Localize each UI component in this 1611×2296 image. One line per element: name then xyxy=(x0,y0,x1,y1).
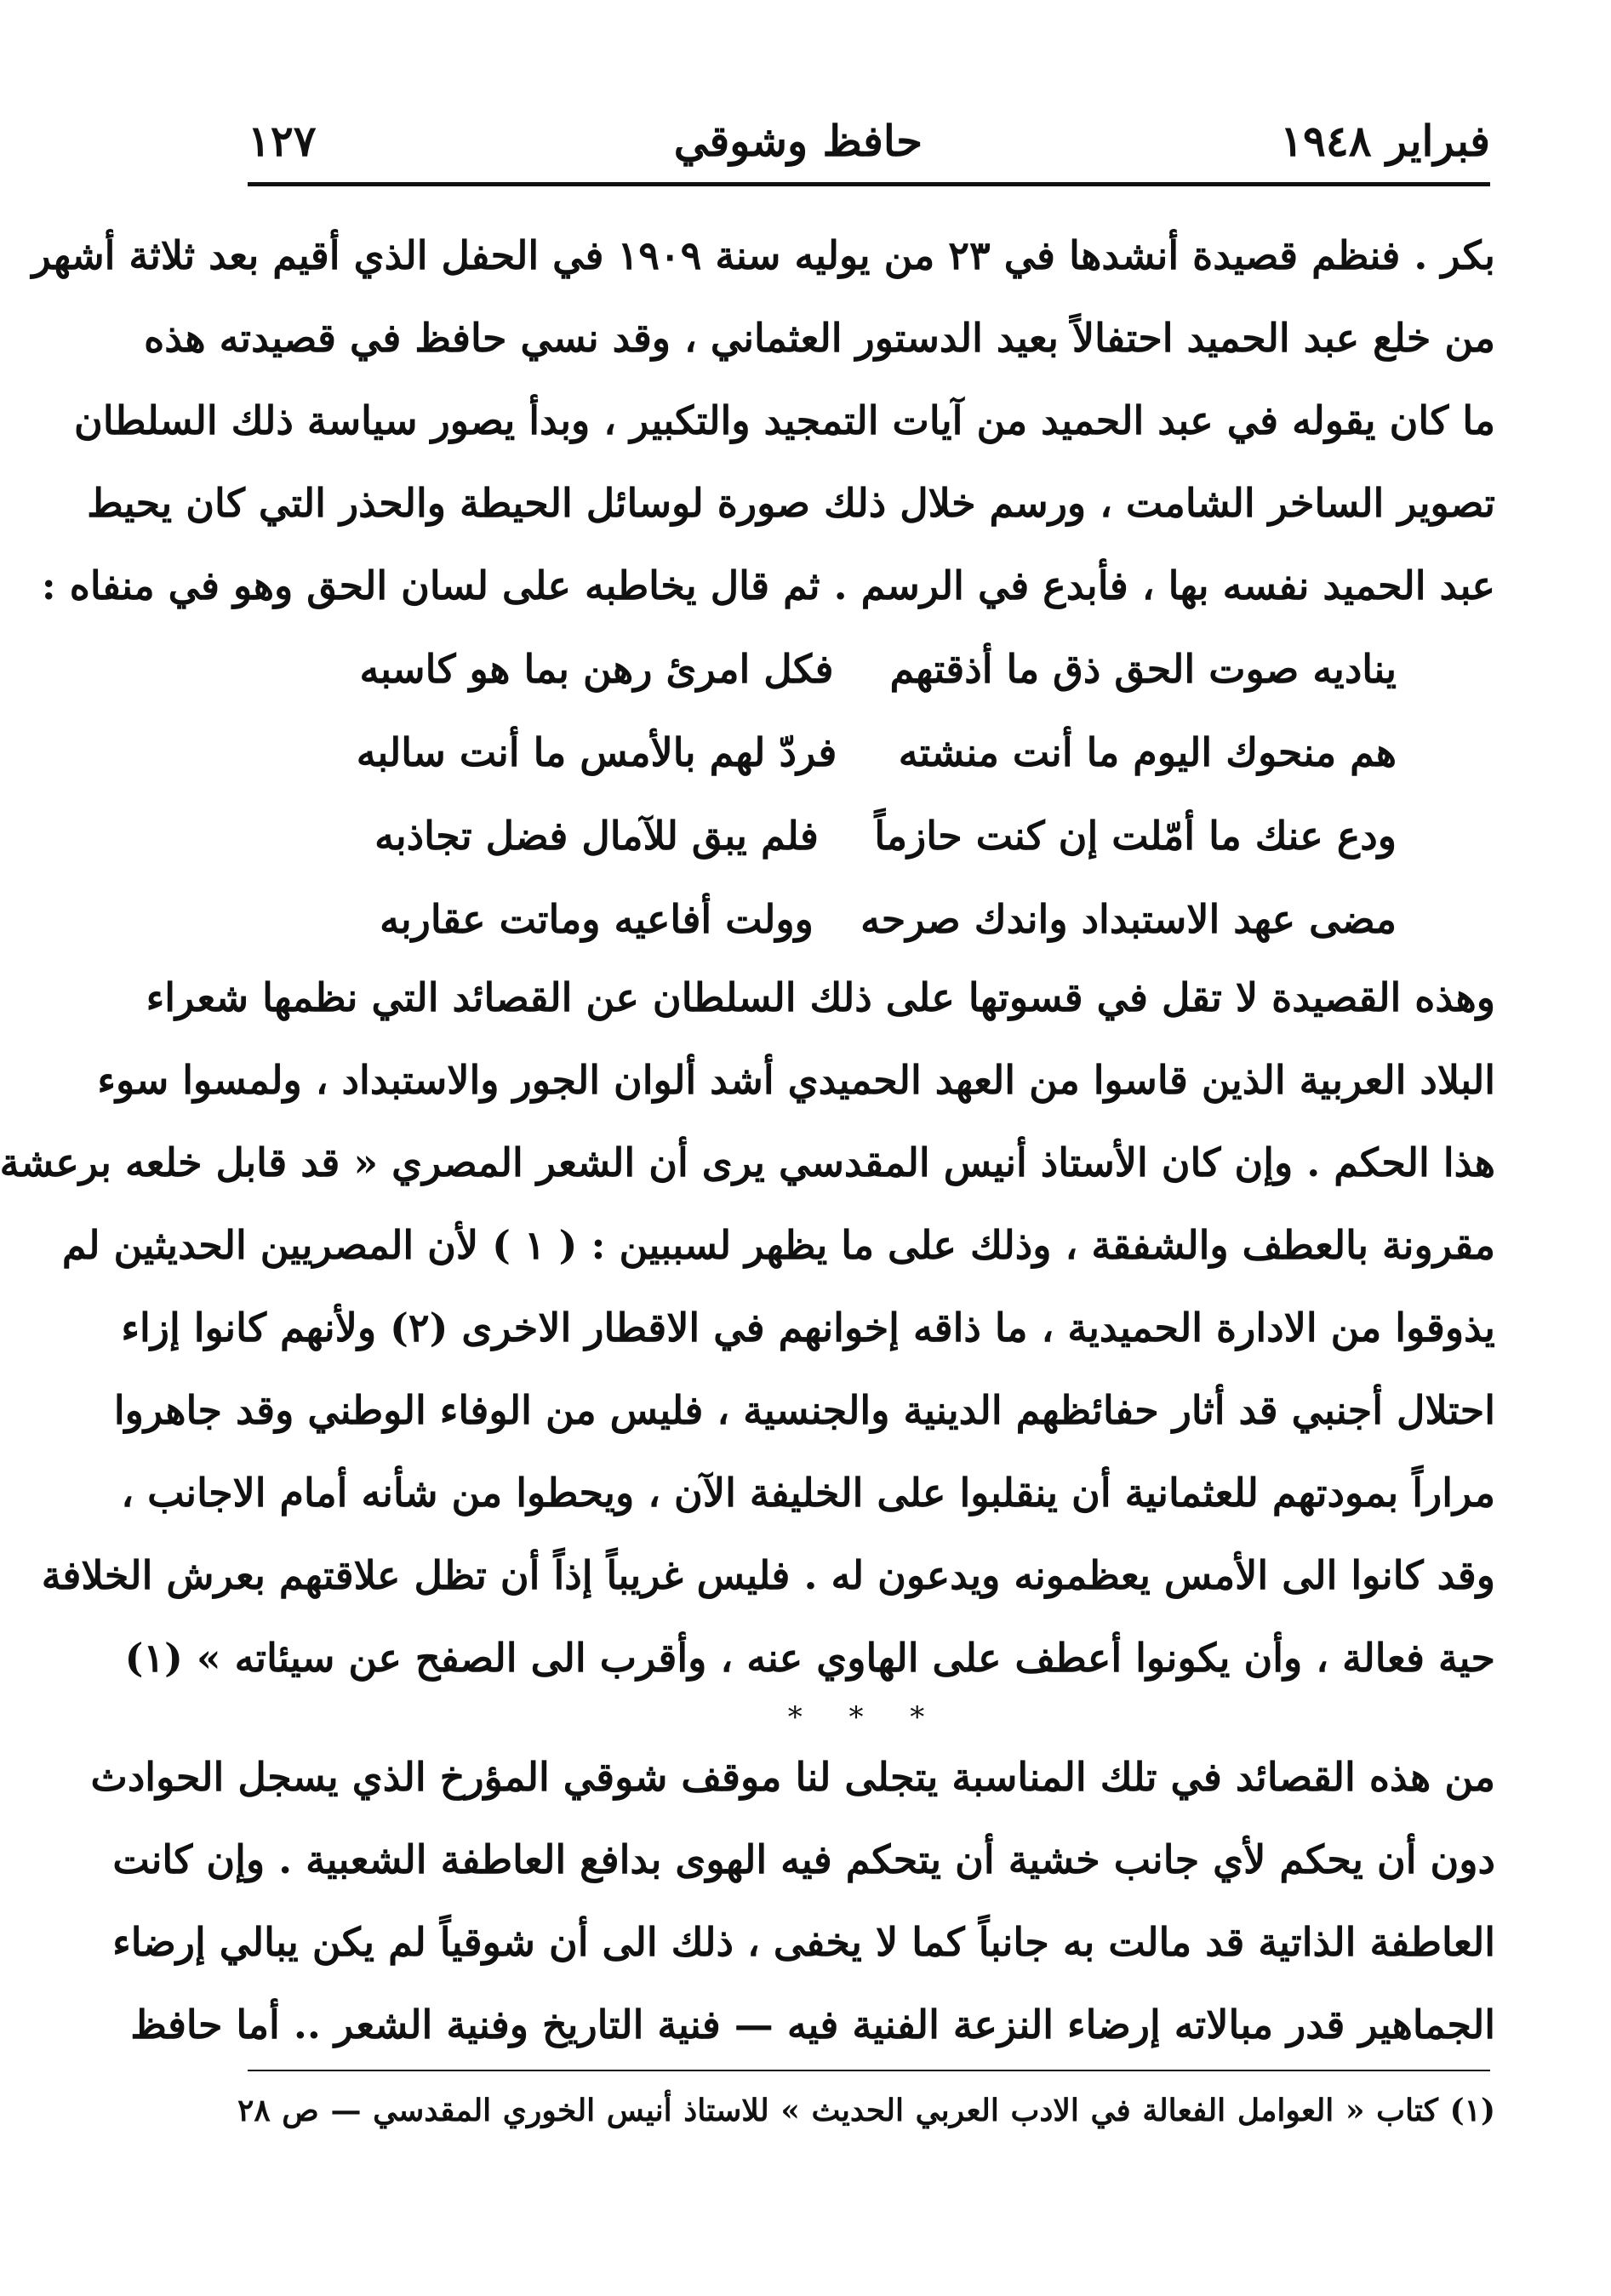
poem-verses xyxy=(350,627,1397,961)
verse xyxy=(350,711,1397,794)
text-line: العاطفة الذاتية قد مالت به جانباً كما لا يخفى ، ذلك الى أن شوقياً لم يكن يبالي إرضاء xyxy=(112,1919,1495,1965)
header-rule xyxy=(248,182,1490,186)
header-title: حافظ وشوقي xyxy=(673,115,923,166)
text-line: تصوير الساخر الشامت ، ورسم خلال ذلك صورة لوسائل الحيطة والحذر التي كان يحيط xyxy=(87,480,1495,526)
verse-second-hemistich: فكل امرئ رهن بما هو كاسبه xyxy=(359,646,834,692)
text-line: عبد الحميد نفسه بها ، فأبدع في الرسم . ثم قال يخاطبه على لسان الحق وهو في منفاه : xyxy=(41,563,1495,608)
text-line: هذا الحكم . وإن كان الأستاذ أنيس المقدسي يرى أن الشعر المصري « قد قابل خلعه برعشة xyxy=(0,1139,1495,1185)
paragraph-1 xyxy=(31,214,1495,627)
verse xyxy=(350,877,1397,961)
header-date: فبراير ١٩٤٨ xyxy=(1280,115,1490,166)
text-line: احتلال أجنبي قد أثار حفائظهم الدينية والجنسية ، فليس من الوفاء الوطني وقد جاهروا xyxy=(113,1387,1495,1433)
text-line: ما كان يقوله في عبد الحميد من آيات التمجيد والتكبير ، وبدأ يصور سياسة ذلك السلطان xyxy=(74,397,1495,443)
text-line: حية فعالة ، وأن يكونوا أعطف على الهاوي عنه ، وأقرب الى الصفح عن سيئاته » (١) xyxy=(124,1635,1495,1681)
verse-first-hemistich: ودع عنك ما أمّلت إن كنت حازماً xyxy=(874,813,1397,859)
text-line: الجماهير قدر مبالاته إرضاء النزعة الفنية فيه — فنية التاريخ وفنية الشعر .. أما حافظ xyxy=(130,2002,1495,2048)
text-line: من خلع عبد الحميد احتفالاً بعيد الدستور العثماني ، وقد نسي حافظ في قصيدته هذه xyxy=(144,315,1495,361)
verse-first-hemistich: مضى عهد الاستبداد واندك صرحه xyxy=(860,896,1397,942)
text-line: من هذه القصائد في تلك المناسبة يتجلى لنا موقف شوقي المؤرخ الذي يسجل الحوادث xyxy=(90,1754,1495,1800)
verse-first-hemistich: يناديه صوت الحق ذق ما أذقتهم xyxy=(889,646,1397,692)
text-line: مراراً بمودتهم للعثمانية أن ينقلبوا على الخليفة الآن ، ويحطوا من شأنه أمام الاجانب ، xyxy=(121,1470,1495,1516)
text-line: يذوقوا من الادارة الحميدية ، ما ذاقه إخوانهم في الاقطار الاخرى (٢) ولأنهم كانوا إزاء xyxy=(121,1305,1495,1351)
running-header xyxy=(248,102,1490,179)
paragraph-3 xyxy=(90,1736,1495,2066)
text-line: دون أن يحكم لأي جانب خشية أن يتحكم فيه الهوى بدافع العاطفة الشعبية . وإن كانت xyxy=(112,1836,1495,1882)
paragraph-2 xyxy=(0,957,1495,1699)
verse-second-hemistich: فردّ لهم بالأمس ما أنت سالبه xyxy=(356,729,837,775)
verse-second-hemistich: وولت أفاعيه وماتت عقاربه xyxy=(380,896,814,942)
text-line: وقد كانوا الى الأمس يعظمونه ويدعون له . فليس غريباً إذاً أن تظل علاقتهم بعرش الخلافة xyxy=(41,1552,1495,1598)
footnote-rule xyxy=(248,2070,1490,2071)
text-line: مقرونة بالعطف والشفقة ، وذلك على ما يظهر لسببين : ( ١ ) لأن المصريين الحديثين لم xyxy=(61,1222,1495,1268)
verse-first-hemistich: هم منحوك اليوم ما أنت منشته xyxy=(898,729,1397,775)
section-separator: * * * xyxy=(787,1700,944,1734)
verse xyxy=(350,627,1397,711)
verse xyxy=(350,794,1397,877)
text-line: بكر . فنظم قصيدة أنشدها في ٢٣ من يوليه سنة ١٩٠٩ في الحفل الذي أقيم بعد ثلاثة أشهر xyxy=(31,232,1495,278)
verse-second-hemistich: فلم يبق للآمال فضل تجاذبه xyxy=(374,813,819,859)
footnote: (١) كتاب « العوامل الفعالة في الادب العربي الحديث » للاستاذ أنيس الخوري المقدسي — ص ٢٨ xyxy=(237,2093,1495,2128)
text-line: البلاد العربية الذين قاسوا من العهد الحميدي أشد ألوان الجور والاستبداد ، ولمسوا سوء xyxy=(97,1057,1495,1103)
page-number: ١٢٧ xyxy=(248,115,317,166)
text-line: وهذه القصيدة لا تقل في قسوتها على ذلك السلطان عن القصائد التي نظمها شعراء xyxy=(146,974,1495,1020)
